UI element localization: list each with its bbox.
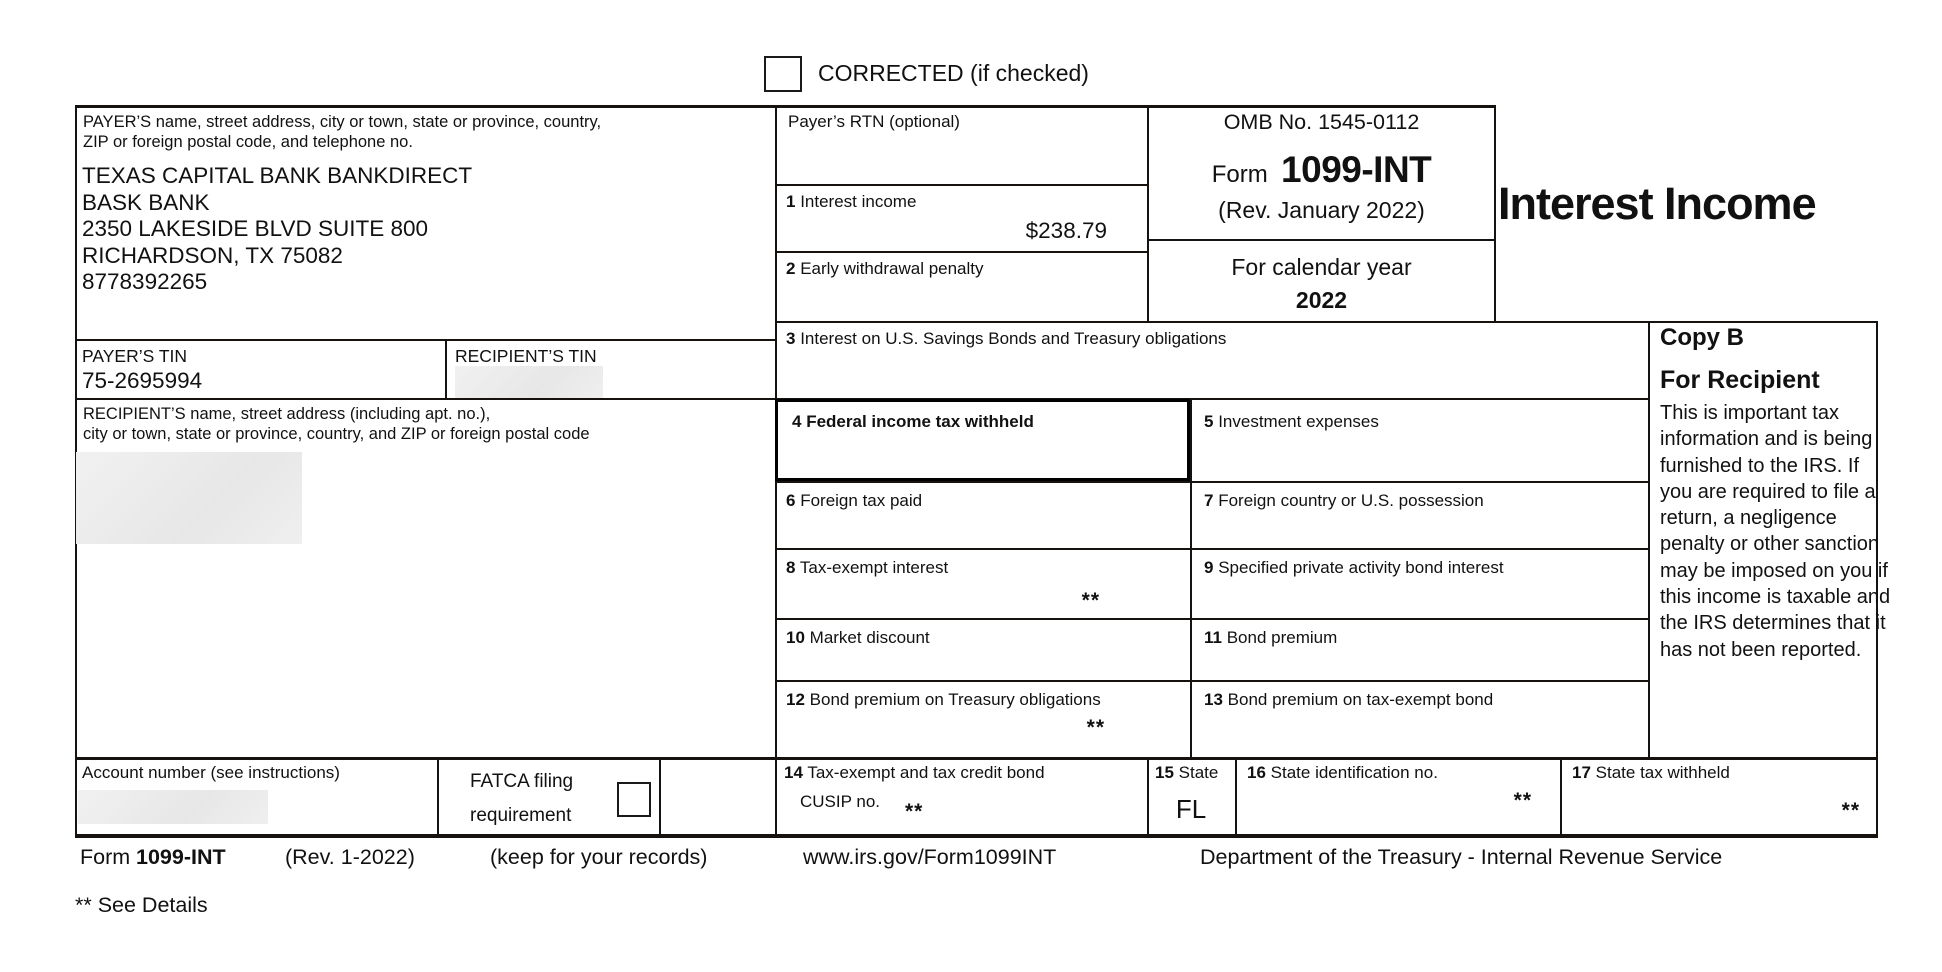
grid-line	[1648, 321, 1650, 758]
box15-number: 15	[1155, 763, 1174, 782]
box5-label	[1204, 412, 1379, 432]
form-word: Form	[1211, 161, 1268, 188]
box8-number: 8	[786, 558, 796, 577]
box1-number: 1	[786, 192, 796, 211]
box4-label-text: Federal income tax withheld	[806, 412, 1034, 431]
grid-line	[75, 339, 777, 341]
box13-number: 13	[1204, 690, 1223, 709]
box9-number: 9	[1204, 558, 1214, 577]
form-revision: (Rev. January 2022)	[1218, 197, 1425, 223]
fatca-label-line1: FATCA filing	[470, 771, 574, 792]
copy-b-title: Copy B	[1660, 324, 1744, 351]
box14-cusip-label: CUSIP no.	[800, 792, 881, 811]
box8-value: **	[1081, 589, 1100, 612]
calendar-year-block	[1147, 254, 1496, 314]
box12-label-text: Bond premium on Treasury obligations	[809, 690, 1101, 709]
box11-label	[1204, 628, 1337, 648]
footer-irs-url: www.irs.gov/Form1099INT	[803, 845, 1057, 869]
box7-label	[1204, 491, 1484, 511]
box6-label-text: Foreign tax paid	[800, 491, 923, 510]
box2-label	[786, 259, 984, 279]
recipient-name-redaction	[76, 452, 302, 544]
box16-value: **	[1513, 789, 1532, 812]
box3-number: 3	[786, 329, 796, 348]
box3-label-text: Interest on U.S. Savings Bonds and Treasury obligations	[800, 329, 1227, 348]
footer-keep-note: (keep for your records)	[490, 845, 708, 869]
recipient-tin-label: RECIPIENT’S TIN	[455, 346, 597, 366]
footer-form-number: 1099-INT	[136, 845, 226, 869]
grid-line-bottom	[75, 834, 1878, 838]
omb-number: OMB No. 1545-0112	[1223, 110, 1420, 134]
payer-name-line: TEXAS CAPITAL BANK BANKDIRECT	[82, 163, 473, 188]
copy-b-body: This is important tax information and is being furnished to the IRS. If you are required to file a return, a negligence penalty or other sanction may be imposed on you if this income is taxable and the IRS determines that it has not been reported.	[1660, 402, 1891, 661]
box15-label-text: State	[1178, 763, 1219, 782]
copy-b-subtitle: For Recipient	[1660, 366, 1820, 394]
grid-line-top	[75, 105, 1496, 108]
box6-number: 6	[786, 491, 796, 510]
box11-number: 11	[1204, 628, 1222, 647]
box5-label-text: Investment expenses	[1218, 412, 1379, 431]
form-number: 1099-INT	[1281, 149, 1432, 190]
omb-block	[1147, 110, 1496, 224]
grid-line	[775, 481, 1648, 483]
grid-line	[775, 618, 1648, 620]
payer-name-address	[82, 163, 472, 296]
grid-line	[1560, 757, 1562, 836]
box1-label	[786, 192, 916, 212]
payer-address-line: 2350 LAKESIDE BLVD SUITE 800	[82, 216, 429, 241]
box1-label-text: Interest income	[800, 192, 917, 211]
form-number-line	[1147, 149, 1496, 191]
rtn-label: Payer’s RTN (optional)	[788, 112, 960, 131]
box13-label-text: Bond premium on tax-exempt bond	[1227, 690, 1494, 709]
fatca-checkbox[interactable]	[617, 782, 651, 817]
grid-line	[445, 339, 447, 400]
box14-label	[784, 763, 1045, 783]
box5-number: 5	[1204, 412, 1214, 431]
grid-line	[75, 757, 1878, 760]
box11-label-text: Bond premium	[1226, 628, 1338, 647]
account-number-label: Account number (see instructions)	[82, 763, 340, 782]
payer-address-line: RICHARDSON, TX 75082	[82, 242, 343, 268]
box17-label-text: State tax withheld	[1595, 763, 1730, 782]
box7-number: 7	[1204, 491, 1214, 510]
grid-line	[775, 184, 1147, 186]
payer-label-line2: ZIP or foreign postal code, and telephone no.	[83, 133, 413, 151]
box16-label-text: State identification no.	[1270, 763, 1438, 782]
box8-label	[786, 558, 948, 578]
account-number-redaction	[78, 790, 268, 824]
box17-value: **	[1841, 799, 1860, 822]
box3-label	[786, 329, 1226, 349]
box1-value: $238.79	[1025, 218, 1107, 243]
box12-label	[786, 690, 1101, 710]
box7-label-text: Foreign country or U.S. possession	[1218, 491, 1484, 510]
grid-line	[1235, 757, 1237, 836]
box10-label	[786, 628, 930, 648]
grid-line	[1147, 239, 1496, 241]
footer-department: Department of the Treasury - Internal Revenue Service	[1200, 845, 1723, 869]
box15-value: FL	[1175, 794, 1207, 824]
box16-number: 16	[1247, 763, 1266, 782]
recipient-block-label	[83, 404, 590, 444]
box2-label-text: Early withdrawal penalty	[800, 259, 984, 278]
grid-line	[775, 548, 1648, 550]
corrected-label: CORRECTED (if checked)	[818, 60, 1089, 86]
footer-form-word: Form	[80, 845, 131, 869]
box12-value: **	[1086, 716, 1105, 739]
grid-line	[775, 680, 1648, 682]
grid-line	[775, 251, 1147, 253]
payer-phone: 8778392265	[82, 269, 208, 294]
box16-label	[1247, 763, 1438, 783]
box8-label-text: Tax-exempt interest	[799, 558, 949, 577]
box14-number: 14	[784, 763, 803, 782]
box15-label	[1155, 763, 1218, 783]
box13-label	[1204, 690, 1493, 710]
box4-label	[792, 412, 1034, 432]
calendar-label: For calendar year	[1231, 254, 1412, 280]
footer-revision: (Rev. 1-2022)	[285, 845, 415, 869]
recipient-label-line1: RECIPIENT’S name, street address (including apt. no.),	[83, 405, 491, 423]
grid-line	[437, 757, 439, 836]
box9-label	[1204, 558, 1504, 578]
box2-number: 2	[786, 259, 796, 278]
box14-value: **	[905, 800, 924, 823]
see-details-note: ** See Details	[75, 893, 208, 917]
box17-label	[1572, 763, 1730, 783]
box10-number: 10	[786, 628, 805, 647]
box14-label-text: Tax-exempt and tax credit bond	[807, 763, 1045, 782]
recipient-label-line2: city or town, state or province, country, and ZIP or foreign postal code	[83, 425, 590, 443]
box9-label-text: Specified private activity bond interest	[1218, 558, 1504, 577]
calendar-year: 2022	[1295, 287, 1348, 313]
payer-tin-value: 75-2695994	[82, 368, 203, 393]
corrected-checkbox[interactable]	[764, 56, 802, 92]
box10-label-text: Market discount	[809, 628, 930, 647]
payer-name-line: BASK BANK	[82, 189, 210, 215]
payer-label-line1: PAYER’S name, street address, city or town, state or province, country,	[83, 113, 602, 131]
fatca-label-line2: requirement	[470, 805, 572, 826]
grid-line	[775, 321, 1878, 323]
grid-line	[1190, 400, 1192, 757]
box12-number: 12	[786, 690, 805, 709]
payer-block-label	[83, 112, 601, 152]
page-title: Interest Income	[1498, 178, 1816, 229]
box4-number: 4	[792, 412, 802, 431]
recipient-tin-redaction	[455, 366, 603, 398]
box6-label	[786, 491, 922, 511]
grid-line	[659, 757, 661, 836]
payer-tin-label: PAYER’S TIN	[82, 346, 188, 366]
box17-number: 17	[1572, 763, 1591, 782]
